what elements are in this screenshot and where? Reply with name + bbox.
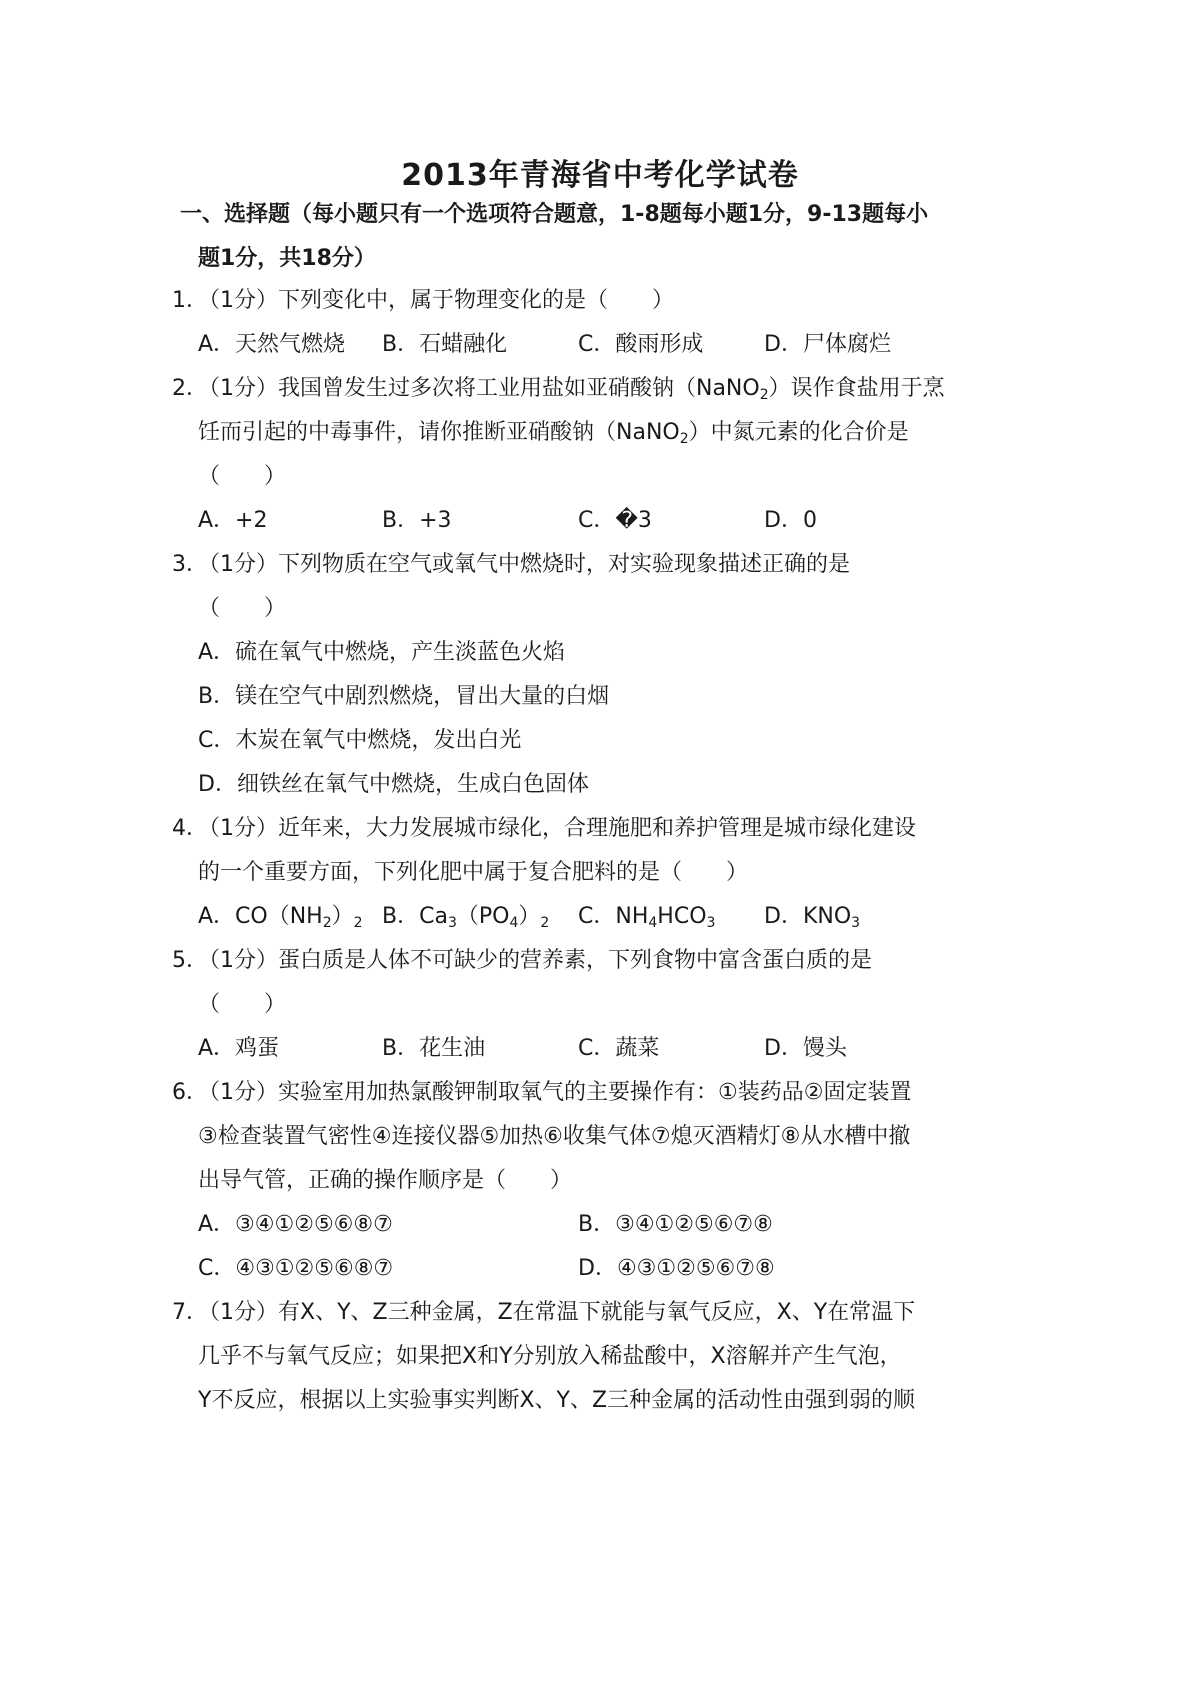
q2-option-c: C．�3 bbox=[578, 508, 652, 533]
q5-number: 5． bbox=[172, 948, 208, 973]
q5-option-d: D．馒头 bbox=[764, 1036, 847, 1061]
q5-option-b: B．花生油 bbox=[382, 1036, 486, 1061]
q7-stem-line1: （1分）有X、Y、Z三种金属，Z在常温下就能与氧气反应，X、Y在常温下 bbox=[198, 1300, 916, 1325]
section-heading-line2: 题1分，共18分） bbox=[198, 246, 376, 271]
q2-stem-line1: （1分）我国曾发生过多次将工业用盐如亚硝酸钠（NaNO$_2$）误作食盐用于烹 bbox=[198, 376, 945, 403]
q3-number: 3． bbox=[172, 552, 208, 577]
q5-option-c: C．蔬菜 bbox=[578, 1036, 660, 1061]
q2-number: 2． bbox=[172, 376, 208, 401]
q4-number: 4． bbox=[172, 816, 208, 841]
q3-option-b: B．镁在空气中剧烈燃烧，冒出大量的白烟 bbox=[198, 684, 610, 709]
q6-stem-line3: 出导气管，正确的操作顺序是（ ） bbox=[198, 1168, 573, 1193]
q2-option-b: B．+3 bbox=[382, 508, 452, 533]
q4-stem-line1: （1分）近年来，大力发展城市绿化，合理施肥和养护管理是城市绿化建设 bbox=[198, 816, 916, 841]
q6-option-a: A．③④①②⑤⑥⑧⑦ bbox=[198, 1212, 393, 1237]
q6-option-c: C．④③①②⑤⑥⑧⑦ bbox=[198, 1256, 394, 1281]
q1-option-a: A．天然气燃烧 bbox=[198, 332, 346, 357]
q7-stem-line2: 几乎不与氧气反应；如果把X和Y分别放入稀盐酸中，X溶解并产生气泡， bbox=[198, 1344, 902, 1369]
q2-option-a: A．+2 bbox=[198, 508, 268, 533]
q5-stem-line1: （1分）蛋白质是人体不可缺少的营养素，下列食物中富含蛋白质的是 bbox=[198, 948, 872, 973]
q3-stem-line1: （1分）下列物质在空气或氧气中燃烧时，对实验现象描述正确的是 bbox=[198, 552, 850, 577]
q5-answer-blank: （ ） bbox=[198, 992, 287, 1017]
q1-option-d: D．尸体腐烂 bbox=[764, 332, 891, 357]
q7-stem-line3: Y不反应，根据以上实验事实判断X、Y、Z三种金属的活动性由强到弱的顺 bbox=[198, 1388, 916, 1413]
q4-option-d: D．$KNO_3$ bbox=[764, 904, 861, 931]
q3-option-a: A．硫在氧气中燃烧，产生淡蓝色火焰 bbox=[198, 640, 566, 665]
q1-stem: （1分）下列变化中，属于物理变化的是（ ） bbox=[198, 288, 674, 313]
page-title: 2013年青海省中考化学试卷 bbox=[401, 158, 799, 193]
q5-option-a: A．鸡蛋 bbox=[198, 1036, 280, 1061]
q1-number: 1． bbox=[172, 288, 208, 313]
q7-number: 7． bbox=[172, 1300, 208, 1325]
q6-stem-line2: ③检查装置气密性④连接仪器⑤加热⑥收集气体⑦熄灭酒精灯⑧从水槽中撤 bbox=[198, 1124, 911, 1149]
q2-stem-line2: 饪而引起的中毒事件，请你推断亚硝酸钠（NaNO$_2$）中氮元素的化合价是 bbox=[198, 420, 909, 447]
q6-stem-line1: （1分）实验室用加热氯酸钾制取氧气的主要操作有：①装药品②固定装置 bbox=[198, 1080, 912, 1105]
q2-answer-blank: （ ） bbox=[198, 464, 287, 489]
q1-option-b: B．石蜡融化 bbox=[382, 332, 508, 357]
q3-option-d: D．细铁丝在氧气中燃烧，生成白色固体 bbox=[198, 772, 589, 797]
q6-number: 6． bbox=[172, 1080, 208, 1105]
q4-stem-line2: 的一个重要方面，下列化肥中属于复合肥料的是（ ） bbox=[198, 860, 749, 885]
q3-answer-blank: （ ） bbox=[198, 596, 287, 621]
q3-option-c: C．木炭在氧气中燃烧，发出白光 bbox=[198, 728, 522, 753]
q4-option-a: A．$CO(NH_2)_2$ bbox=[198, 904, 363, 931]
q4-option-b: B．$Ca_3(PO_4)_2$ bbox=[382, 904, 550, 931]
q2-option-d: D．0 bbox=[764, 508, 817, 533]
q6-option-b: B．③④①②⑤⑥⑦⑧ bbox=[578, 1212, 773, 1237]
section-heading-line1: 一、选择题（每小题只有一个选项符合题意，1-8题每小题1分，9-13题每小 bbox=[180, 202, 929, 227]
q6-option-d: D．④③①②⑤⑥⑦⑧ bbox=[578, 1256, 775, 1281]
q1-option-c: C．酸雨形成 bbox=[578, 332, 704, 357]
q4-option-c: C．$NH_4HCO_3$ bbox=[578, 904, 716, 931]
